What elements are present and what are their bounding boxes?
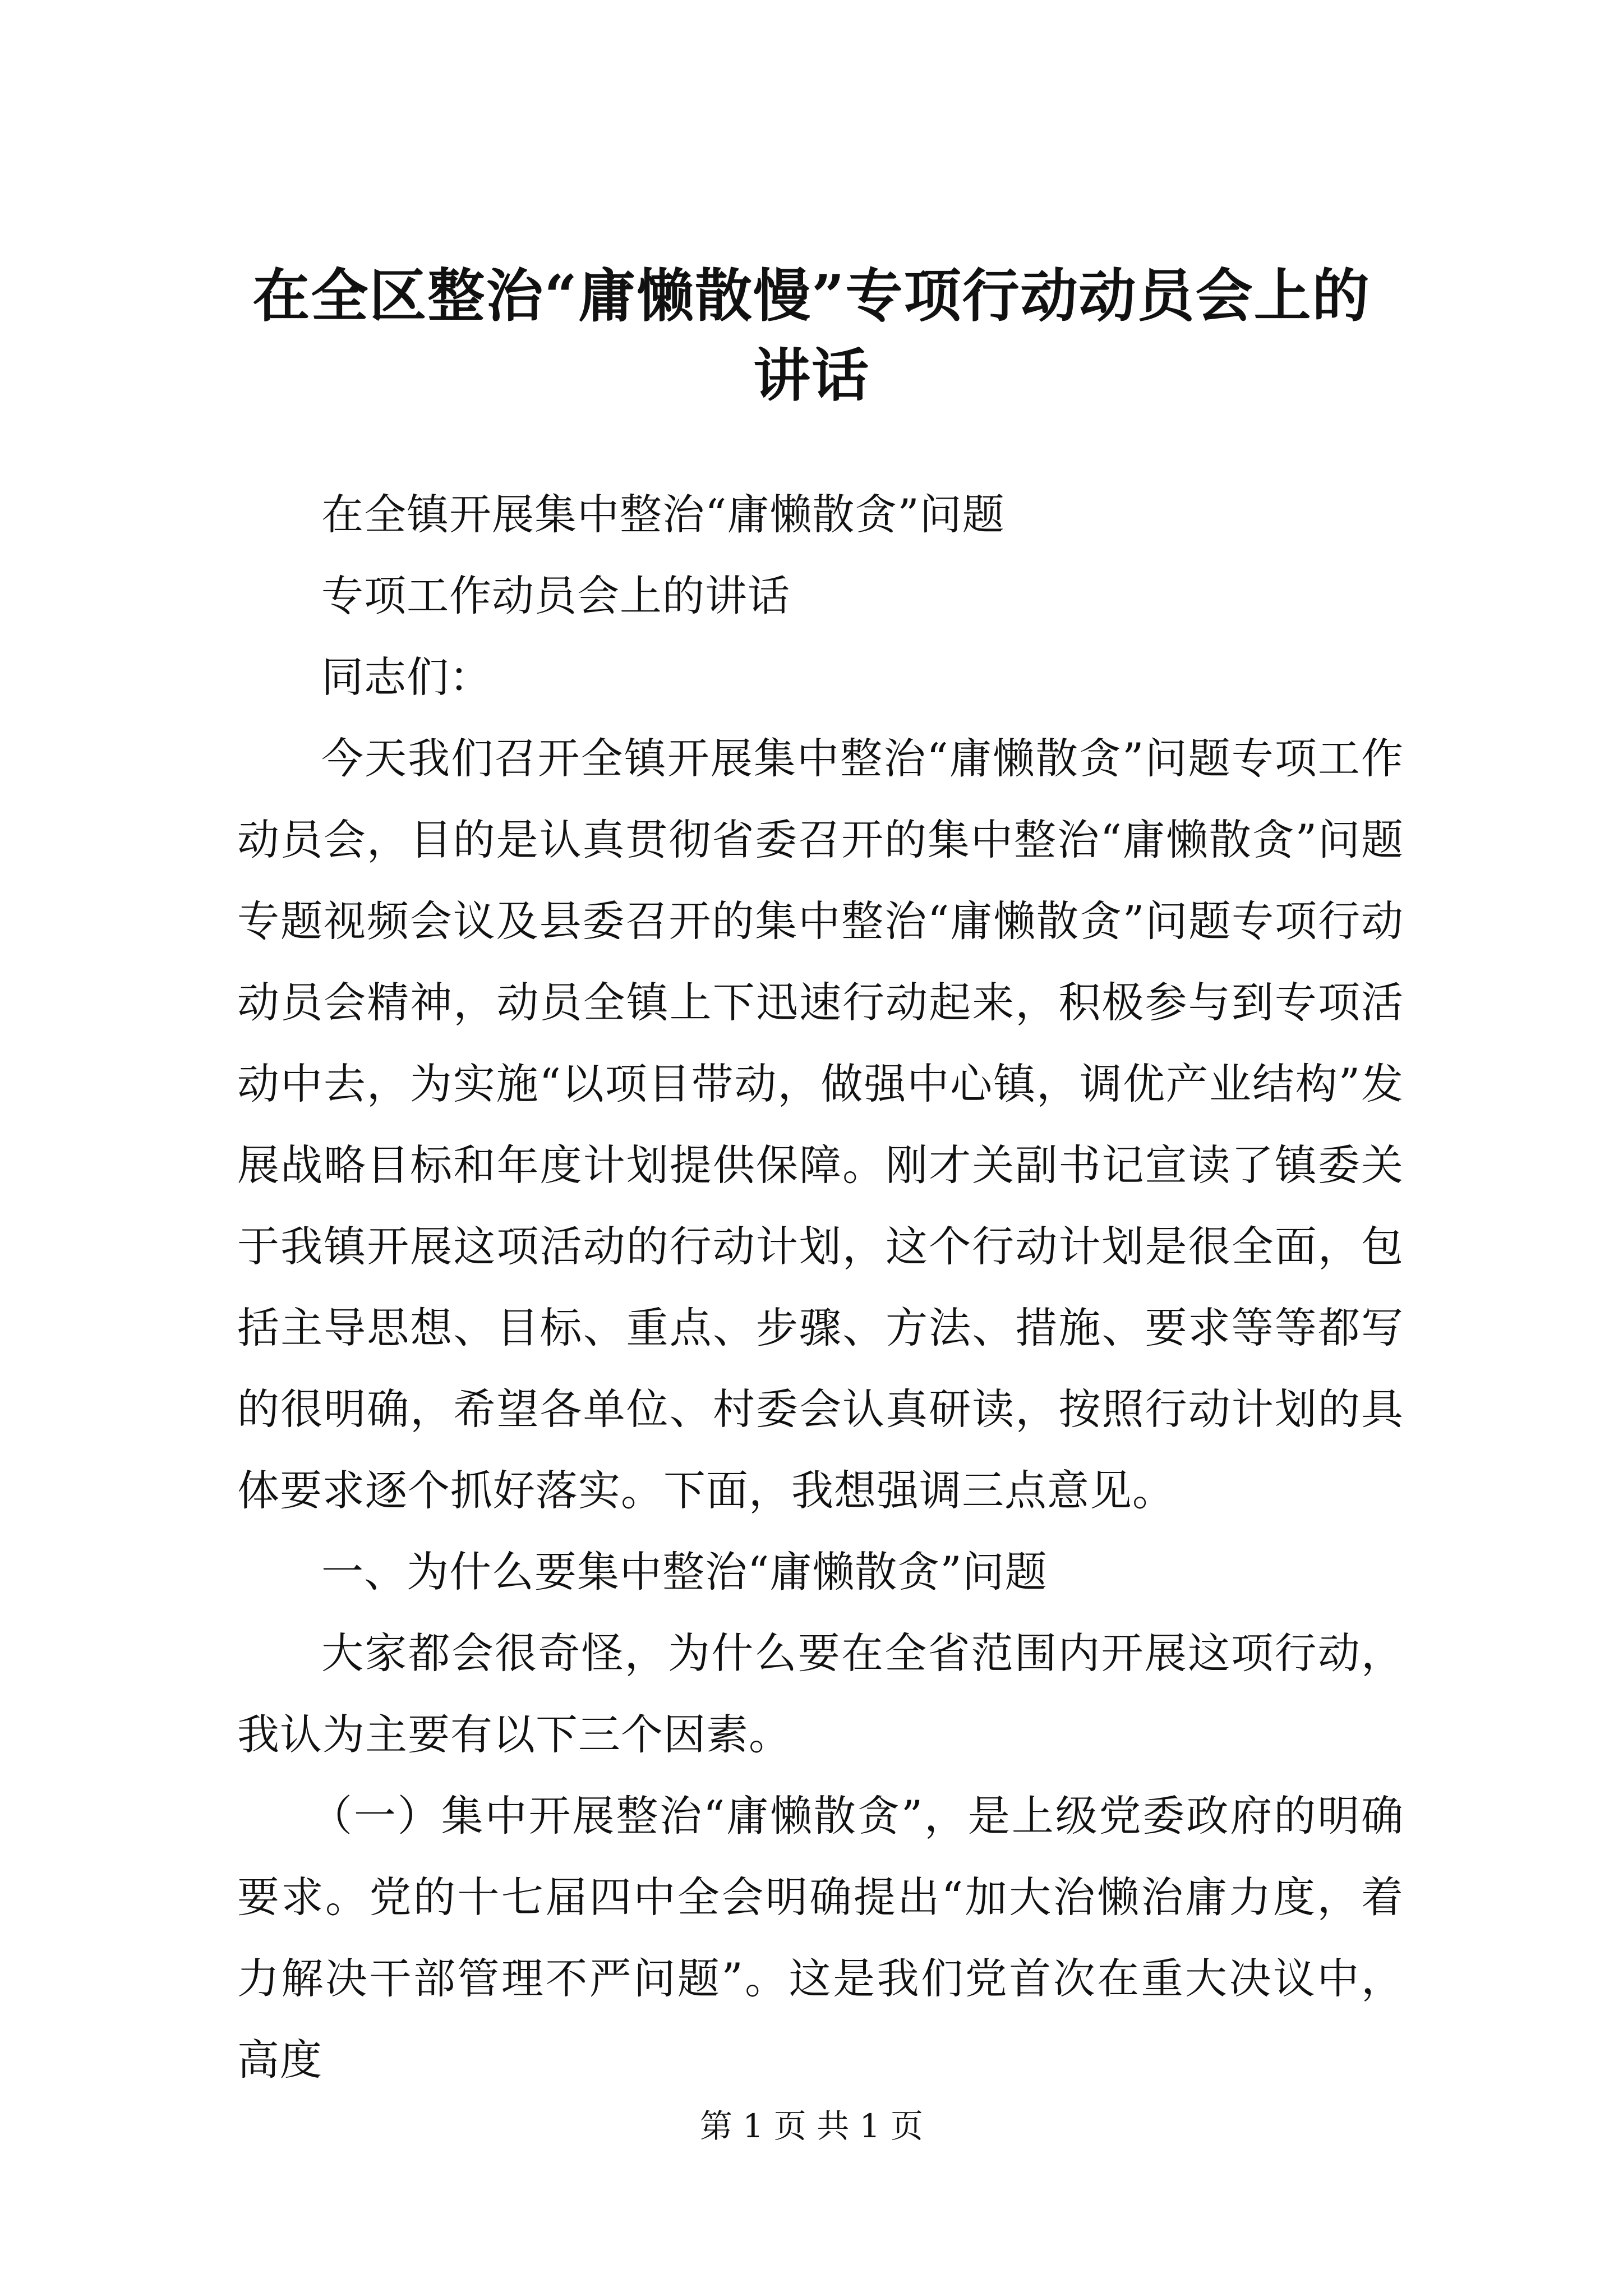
subtitle-line-2: 专项工作动员会上的讲话: [321, 571, 791, 620]
page-footer: 第 1 页 共 1 页: [700, 2107, 923, 2145]
document-title-line-2: 讲话: [753, 342, 870, 409]
body-paragraph: 大家都会很奇怪，为什么要在全省范围内开展这项行动，我认为主要有以下三个因素。: [237, 1628, 1404, 1759]
salutation: 同志们：: [321, 652, 492, 702]
document-title-line-1: 在全区整治“庸懒散慢”专项行动动员会上的: [252, 263, 1371, 330]
body-paragraph: 今天我们召开全镇开展集中整治“庸懒散贪”问题专项工作动员会，目的是认真贯彻省委召开的集中整治“庸懒散贪”问题专题视频会议及县委召开的集中整治“庸懒散贪”问题专项行动动员会精神，动员全镇上下迅速行动起来，积极参与到专项活动中去，为实施“以项目带动，做强中心镇，调优产业结构”发展战略目标和年度计划提供保障。刚才关副书记宣读了镇委关于我镇开展这项活动的行动计划，这个行动计划是很全面，包括主导思想、目标、重点、步骤、方法、措施、要求等等都写的很明确，希望各单位、村委会认真研读，按照行动计划的具体要求逐个抓好落实。下面，我想强调三点意见。: [237, 734, 1404, 1515]
document-body: [237, 474, 1404, 2101]
subtitle-line-1: 在全镇开展集中整治“庸懒散贪”问题: [321, 490, 1005, 539]
body-paragraph: （一）集中开展整治“庸懒散贪”，是上级党委政府的明确要求。党的十七届四中全会明确提出“加大治懒治庸力度，着力解决干部管理不严问题”。这是我们党首次在重大决议中，高度: [237, 1791, 1404, 2085]
section-heading: 一、为什么要集中整治“庸懒散贪”问题: [321, 1547, 1048, 1596]
